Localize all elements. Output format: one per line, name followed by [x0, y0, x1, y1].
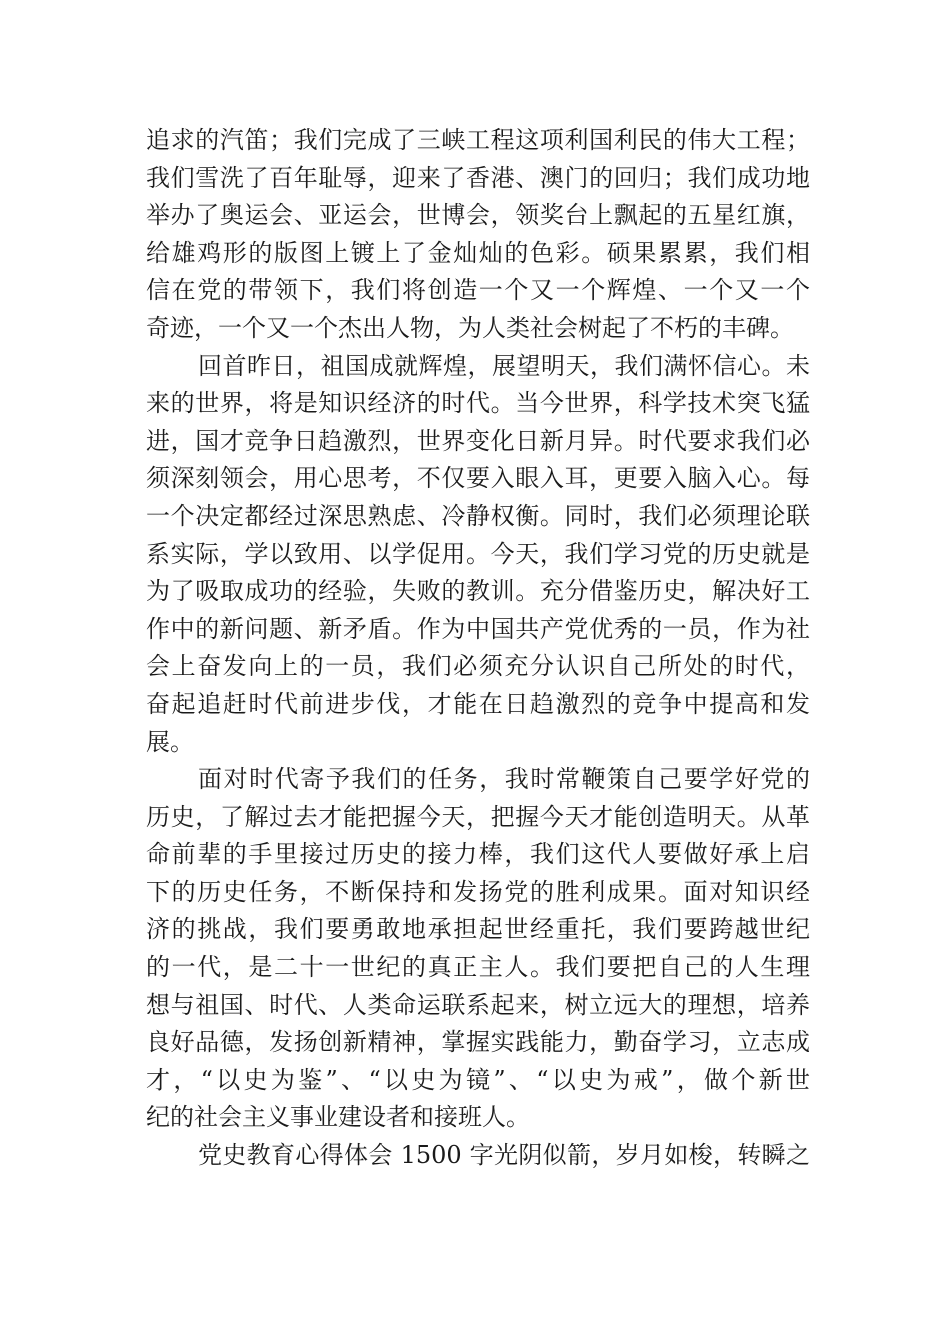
- text-line: 想与祖国、时代、人类命运联系起来，树立远大的理想，培养: [146, 990, 810, 1019]
- paragraph-first-line: 回首昨日，祖国成就辉煌，展望明天，我们满怀信心。未: [198, 351, 810, 380]
- text-line: 信在党的带领下，我们将创造一个又一个辉煌、一个又一个: [146, 276, 810, 305]
- text-line: 下的历史任务，不断保持和发扬党的胜利成果。面对知识经: [146, 877, 810, 906]
- text-line: 良好品德，发扬创新精神，掌握实践能力，勤奋学习，立志成: [146, 1028, 810, 1057]
- text-line: 一个决定都经过深思熟虑、冷静权衡。同时，我们必须理论联: [146, 501, 810, 530]
- text-line: 来的世界，将是知识经济的时代。当今世界，科学技术突飞猛: [146, 389, 810, 418]
- text-line: 作中的新问题、新矛盾。作为中国共产党优秀的一员，作为社: [146, 614, 810, 643]
- body-text: [146, 122, 810, 1175]
- text-line: 纪的社会主义事业建设者和接班人。: [146, 1103, 530, 1132]
- text-line: 展。: [146, 727, 194, 756]
- text-line: 我们雪洗了百年耻辱，迎来了香港、澳门的回归；我们成功地: [146, 163, 810, 192]
- text-line: 追求的汽笛；我们完成了三峡工程这项利国利民的伟大工程；: [146, 126, 810, 154]
- text-line: 历史，了解过去才能把握今天，把握今天才能创造明天。从革: [146, 802, 810, 831]
- text-line: 为了吸取成功的经验，失败的教训。充分借鉴历史，解决好工: [146, 577, 810, 606]
- paragraph-first-line: 党史教育心得体会 1500 字光阴似箭，岁月如梭，转瞬之: [198, 1141, 810, 1170]
- text-line: 会上奋发向上的一员，我们必须充分认识自己所处的时代，: [146, 652, 810, 681]
- text-line: 进，国才竞争日趋激烈，世界变化日新月异。时代要求我们必: [146, 426, 810, 455]
- text-line: 奋起追赶时代前进步伐，才能在日趋激烈的竞争中提高和发: [146, 689, 810, 718]
- text-line: 系实际，学以致用、以学促用。今天，我们学习党的历史就是: [146, 539, 810, 568]
- text-line: 才，“以史为鉴”、“以史为镜”、“以史为戒”，做个新世: [146, 1065, 810, 1094]
- text-line: 命前辈的手里接过历史的接力棒，我们这代人要做好承上启: [146, 840, 810, 869]
- text-line: 奇迹，一个又一个杰出人物，为人类社会树起了不朽的丰碑。: [146, 313, 794, 342]
- text-line: 举办了奥运会、亚运会，世博会，领奖台上飘起的五星红旗，: [146, 201, 810, 230]
- text-line: 的一代，是二十一世纪的真正主人。我们要把自己的人生理: [146, 953, 810, 982]
- paragraph-first-line: 面对时代寄予我们的任务，我时常鞭策自己要学好党的: [198, 765, 810, 794]
- text-line: 给雄鸡形的版图上镀上了金灿灿的色彩。硕果累累，我们相: [146, 238, 810, 267]
- text-line: 须深刻领会，用心思考，不仅要入眼入耳，更要入脑入心。每: [146, 464, 810, 493]
- text-line: 济的挑战，我们要勇敢地承担起世经重托，我们要跨越世纪: [146, 915, 810, 944]
